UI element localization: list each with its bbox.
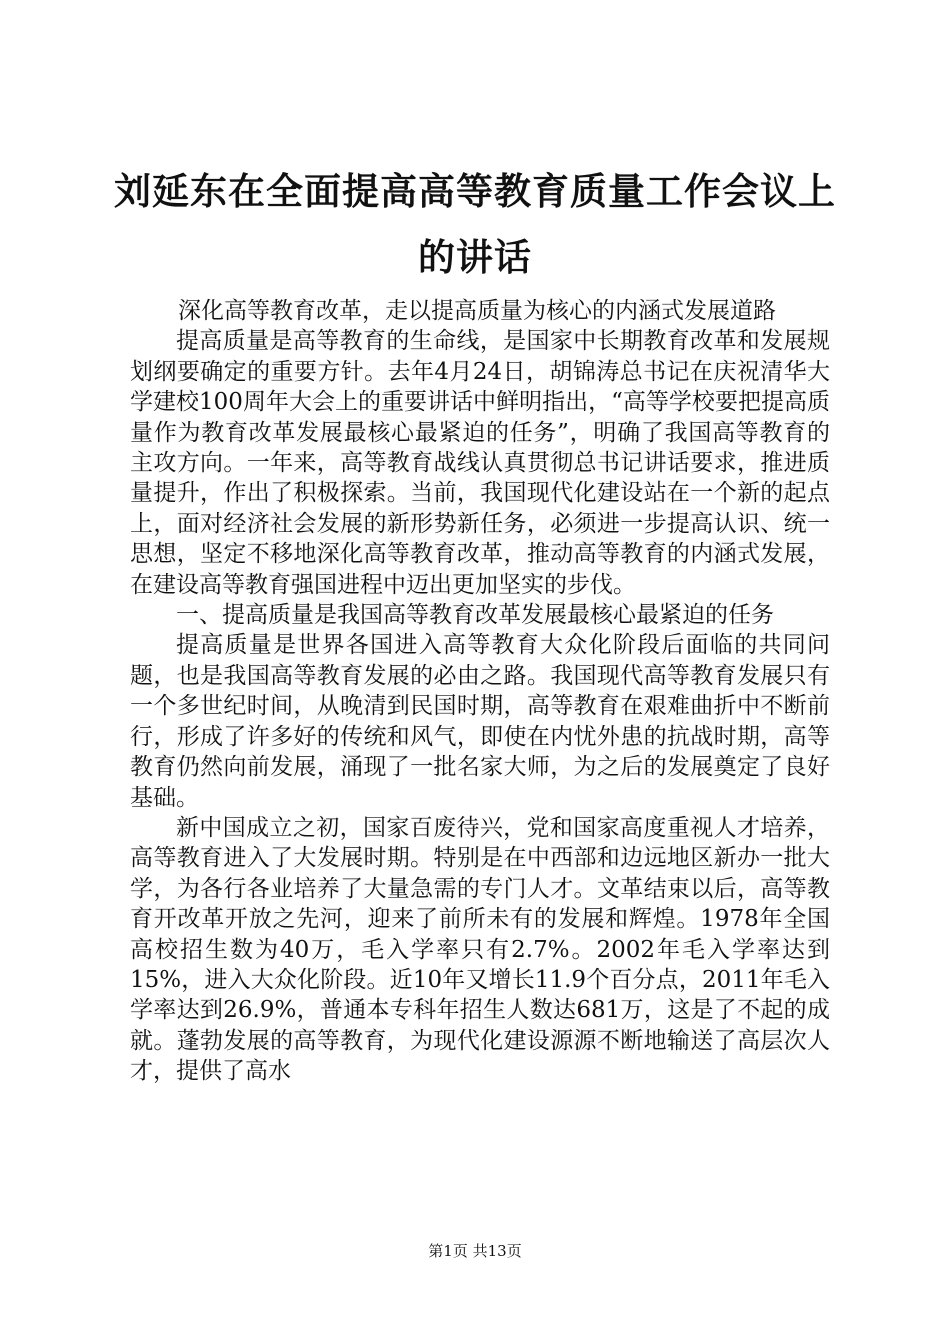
- document-subtitle: 深化高等教育改革，走以提高质量为核心的内涵式发展道路: [178, 298, 776, 324]
- paragraph: 提高质量是世界各国进入高等教育大众化阶段后面临的共同问题，也是我国高等教育发展的必由之路。我国现代高等教育发展只有一个多世纪时间，从晚清到民国时期，高等教育在艰难曲折中不断前行，形成了许多好的传统和风气，即使在内忧外患的抗战时期，高等教育仍然向前发展，涌现了一批名家大师，为之后的发展奠定了良好基础。: [130, 632, 830, 811]
- document-title: 刘延东在全面提高高等教育质量工作会议上的讲话: [114, 169, 836, 279]
- section-heading: 一、提高质量是我国高等教育改革发展最核心最紧迫的任务: [176, 602, 774, 629]
- document-body: [130, 296, 830, 1087]
- paragraph: 新中国成立之初，国家百废待兴，党和国家高度重视人才培养，高等教育进入了大发展时期。特别是在中西部和边远地区新办一批大学，为各行各业培养了大量急需的专门人才。文革结束以后，高等教育开改革开放之先河，迎来了前所未有的发展和辉煌。1978年全国高校招生数为40万，毛入学率只有2.7%。2002年毛入学率达到15%，进入大众化阶段。近10年又增长11.9个百分点，2011年毛入学率达到26.9%，普通本专科年招生人数达681万，这是了不起的成就。蓬勃发展的高等教育，为现代化建设源源不断地输送了高层次人才，提供了高水: [130, 814, 830, 1085]
- paragraph: 提高质量是高等教育的生命线，是国家中长期教育改革和发展规划纲要确定的重要方针。去年4月24日，胡锦涛总书记在庆祝清华大学建校100周年大会上的重要讲话中鲜明指出，“高等学校要把提高质量作为教育改革发展最核心最紧迫的任务”，明确了我国高等教育的主攻方向。一年来，高等教育战线认真贯彻总书记讲话要求，推进质量提升，作出了积极探索。当前，我国现代化建设站在一个新的起点上，面对经济社会发展的新形势新任务，必须进一步提高认识、统一思想，坚定不移地深化高等教育改革，推动高等教育的内涵式发展，在建设高等教育强国进程中迈出更加坚实的步伐。: [130, 328, 830, 598]
- page-footer: 第1页 共13页: [428, 1242, 522, 1260]
